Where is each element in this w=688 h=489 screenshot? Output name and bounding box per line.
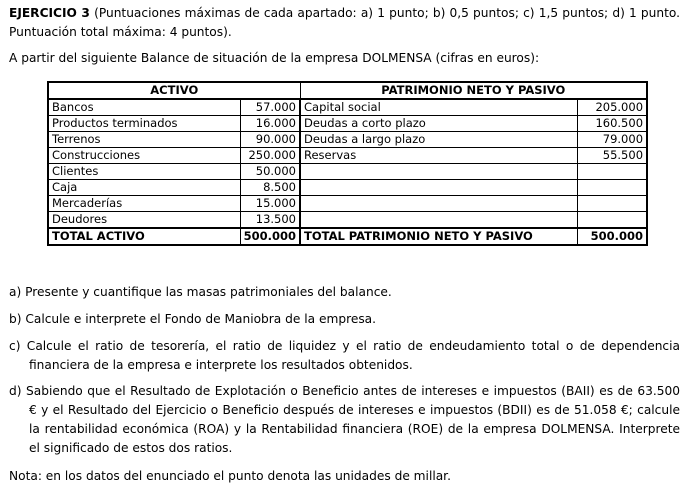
activo-item-label: Productos terminados — [48, 116, 240, 132]
intro-text: A partir del siguiente Balance de situación de la empresa DOLMENSA (cifras en euros): — [9, 51, 540, 65]
activo-item-value: 15.000 — [240, 196, 300, 212]
activo-item-label: Mercaderías — [48, 196, 240, 212]
table-row — [48, 212, 647, 229]
pasivo-item-value — [577, 180, 647, 196]
table-row — [48, 99, 647, 116]
pasivo-item-value: 55.500 — [577, 148, 647, 164]
table-row — [48, 180, 647, 196]
pasivo-item-label: Reservas — [300, 148, 577, 164]
table-row — [48, 148, 647, 164]
total-row — [48, 228, 647, 245]
table-row — [48, 116, 647, 132]
question-a: a) Presente y cuantifique las masas patrimoniales del balance. — [9, 285, 392, 299]
total-activo-label: TOTAL ACTIVO — [48, 228, 240, 245]
activo-item-label: Bancos — [48, 99, 240, 116]
exercise-heading — [9, 4, 680, 42]
pasivo-item-label — [300, 196, 577, 212]
question-d: d) Sabiendo que el Resultado de Explotación o Beneficio antes de intereses e impuestos (BAII) es de 63.500 € y el Resultado del Ejercicio o Beneficio después de intereses e impuestos (BDII) es de 51.058 €; calcule la rentabilidad económica (ROA) y la Rentabilidad financiera (ROE) de la empresa DOLMENSA. Interprete el significado de estos dos ratios. — [9, 384, 680, 455]
exercise-label: EJERCICIO 3 — [9, 6, 90, 20]
total-activo-value: 500.000 — [240, 228, 300, 245]
activo-item-value: 13.500 — [240, 212, 300, 229]
balance-sheet-table — [47, 81, 648, 246]
pasivo-item-value: 79.000 — [577, 132, 647, 148]
pasivo-item-label: Capital social — [300, 99, 577, 116]
activo-item-value: 57.000 — [240, 99, 300, 116]
pasivo-item-value: 205.000 — [577, 99, 647, 116]
pasivo-item-label — [300, 180, 577, 196]
pasivo-header: PATRIMONIO NETO Y PASIVO — [300, 82, 647, 99]
pasivo-item-label — [300, 212, 577, 229]
question-b: b) Calcule e interprete el Fondo de Maniobra de la empresa. — [9, 312, 377, 326]
table-row — [48, 196, 647, 212]
balance-body — [48, 99, 647, 228]
footnote: Nota: en los datos del enunciado el punto denota las unidades de millar. — [9, 469, 451, 483]
table-row — [48, 164, 647, 180]
total-pasivo-value: 500.000 — [577, 228, 647, 245]
activo-item-label: Terrenos — [48, 132, 240, 148]
pasivo-item-label: Deudas a largo plazo — [300, 132, 577, 148]
pasivo-item-value — [577, 212, 647, 229]
activo-item-label: Clientes — [48, 164, 240, 180]
pasivo-item-label — [300, 164, 577, 180]
question-c: c) Calcule el ratio de tesorería, el ratio de liquidez y el ratio de endeudamiento total o de dependencia financiera de la empresa e interprete los resultados obtenidos. — [9, 339, 680, 372]
activo-item-value: 90.000 — [240, 132, 300, 148]
pasivo-item-value: 160.500 — [577, 116, 647, 132]
activo-item-value: 250.000 — [240, 148, 300, 164]
activo-item-value: 16.000 — [240, 116, 300, 132]
activo-item-value: 50.000 — [240, 164, 300, 180]
table-row — [48, 132, 647, 148]
activo-item-label: Construcciones — [48, 148, 240, 164]
activo-item-value: 8.500 — [240, 180, 300, 196]
activo-item-label: Deudores — [48, 212, 240, 229]
exercise-scoring: (Puntuaciones máximas de cada apartado: a) 1 punto; b) 0,5 puntos; c) 1,5 puntos; d) 1 punto. Puntuación total máxima: 4 puntos). — [9, 6, 680, 39]
pasivo-item-label: Deudas a corto plazo — [300, 116, 577, 132]
pasivo-item-value — [577, 196, 647, 212]
pasivo-item-value — [577, 164, 647, 180]
total-pasivo-label: TOTAL PATRIMONIO NETO Y PASIVO — [300, 228, 577, 245]
table-header-row — [48, 82, 647, 99]
activo-header: ACTIVO — [48, 82, 300, 99]
activo-item-label: Caja — [48, 180, 240, 196]
